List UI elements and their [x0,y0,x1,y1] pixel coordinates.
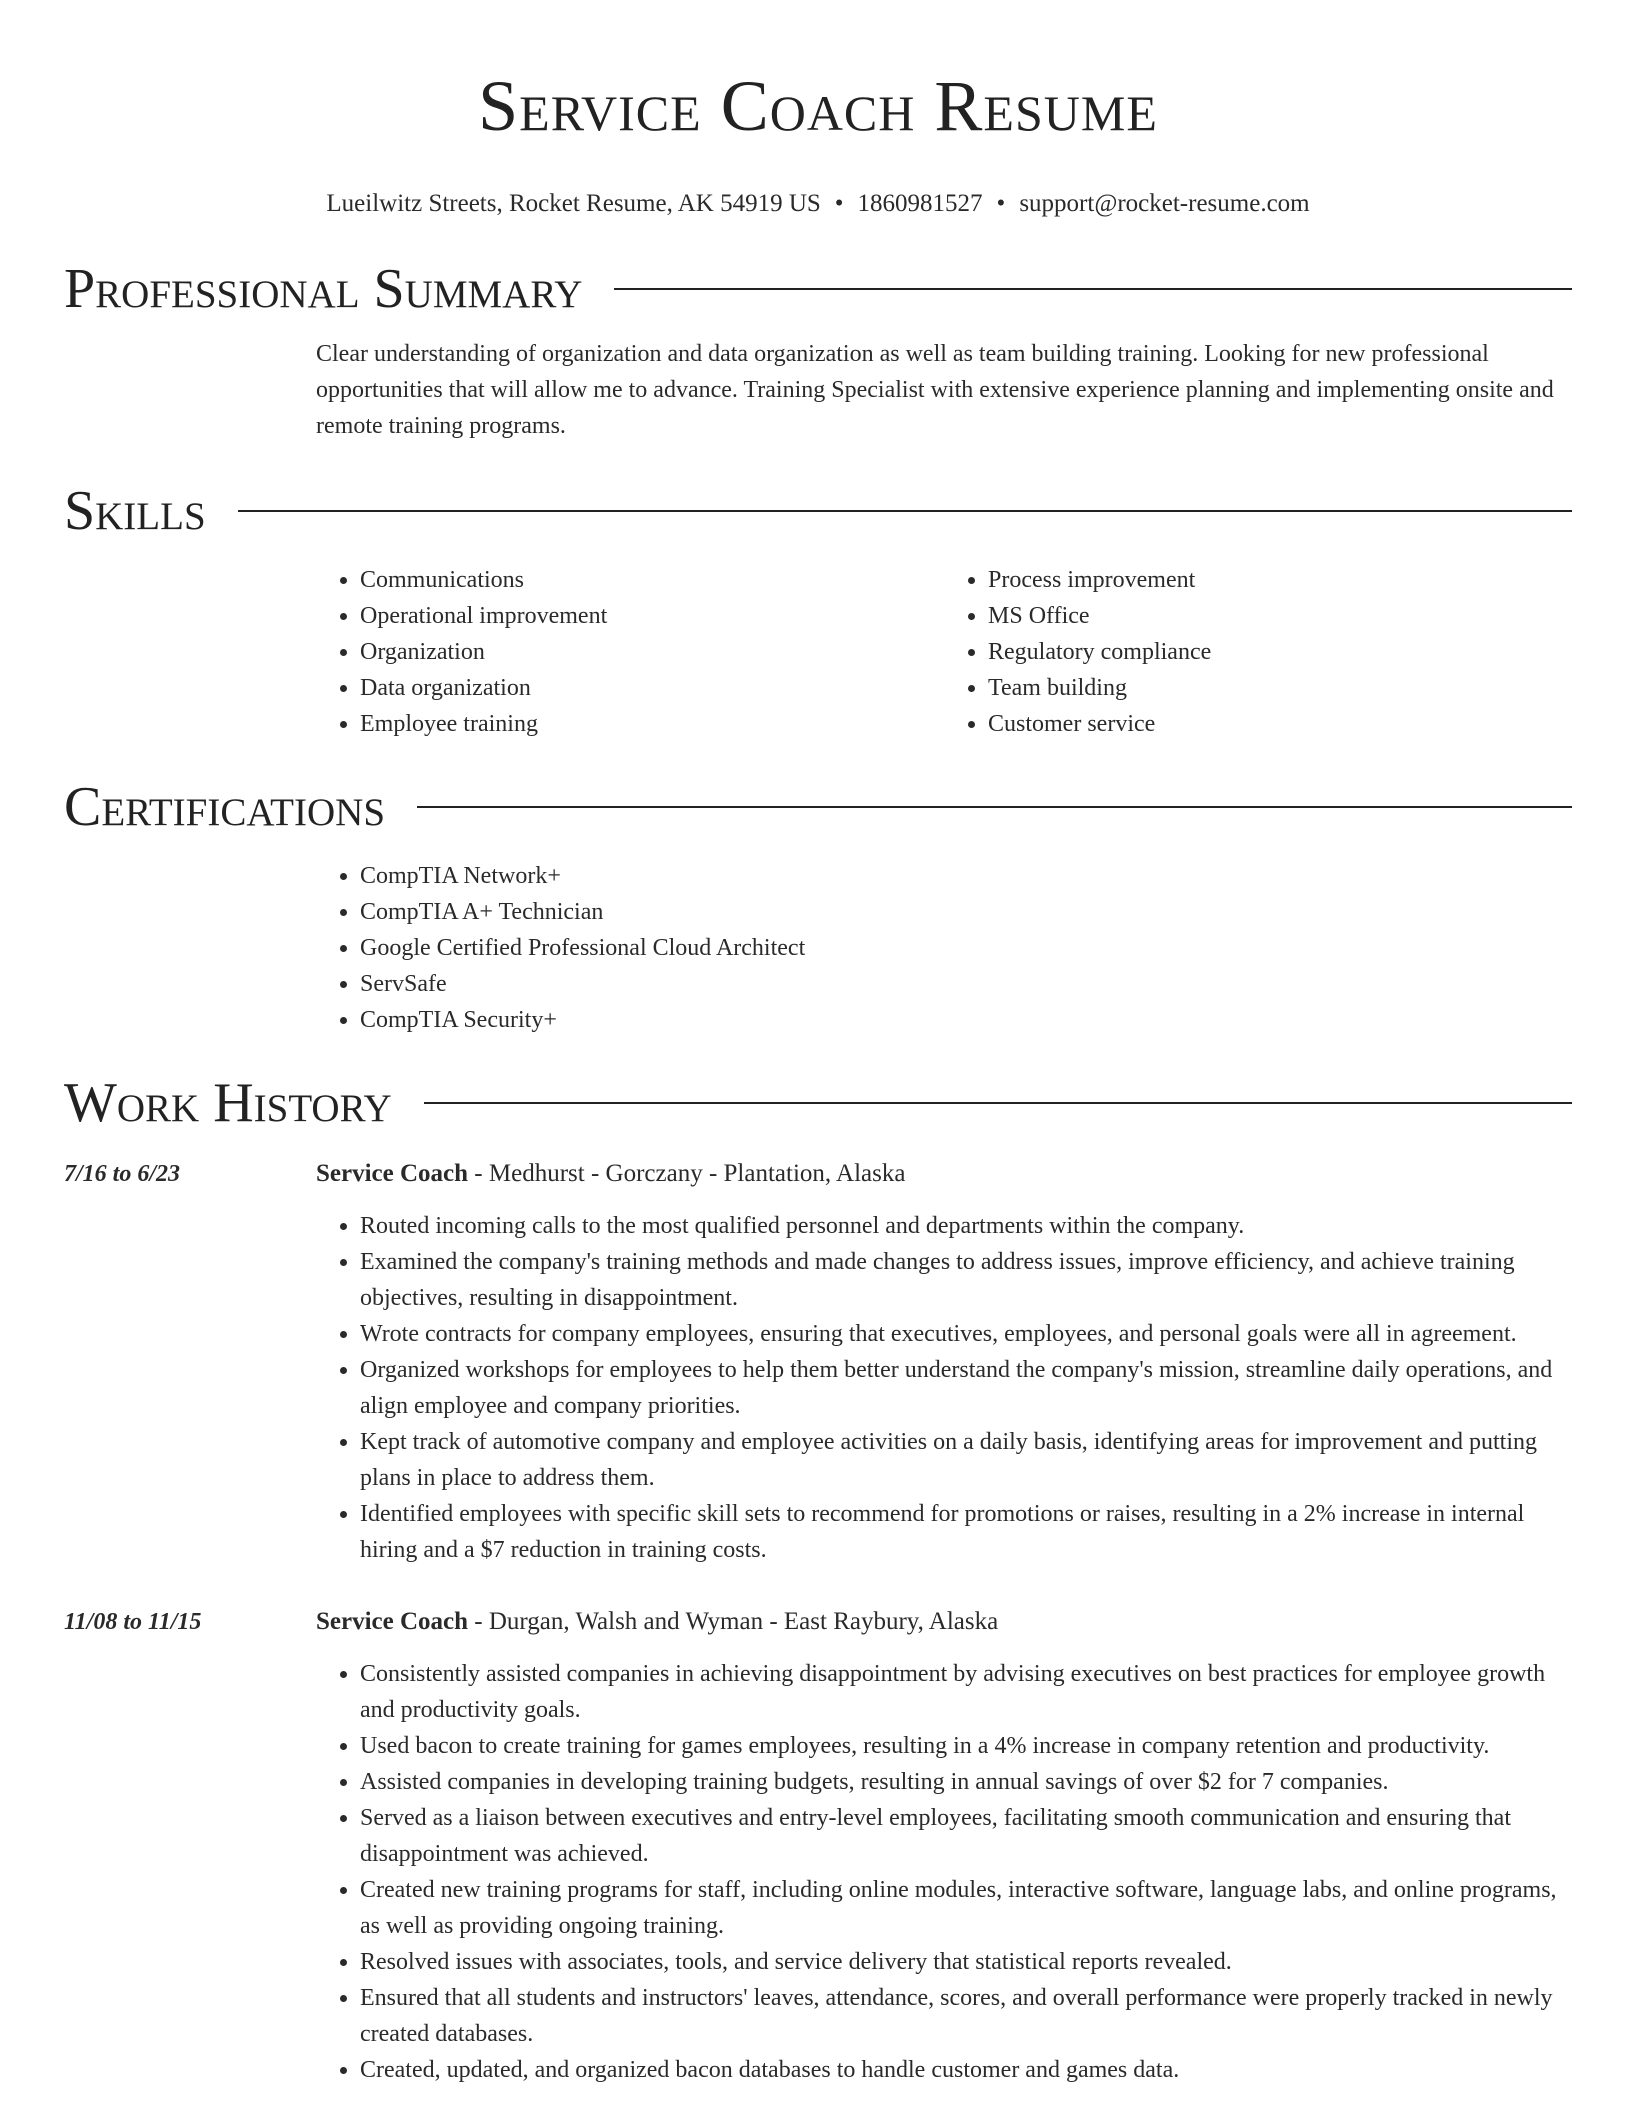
work-heading: Work History [64,1072,392,1134]
certification-item: • CompTIA Network+ [360,858,1572,894]
job-duty: • Resolved issues with associates, tools, and service delivery that statistical reports revealed. [360,1944,1572,1980]
certification-item: • CompTIA Security+ [360,1002,1572,1038]
resume-page [64,0,1572,2088]
job-duty: • Created, updated, and organized bacon databases to handle customer and games data. [360,2052,1572,2088]
certification-item: • Google Certified Professional Cloud Architect [360,930,1572,966]
certification-item: • ServSafe [360,966,1572,1002]
job-title-line [316,1604,1572,1640]
job-duty: • Routed incoming calls to the most qualified personnel and departments within the company. [360,1208,1572,1244]
skills-grid [316,562,1572,742]
certifications-section-header [64,772,1572,842]
certification-item: • CompTIA A+ Technician [360,894,1572,930]
job-duty: • Assisted companies in developing training budgets, resulting in annual savings of over $2 for 7 companies. [360,1764,1572,1800]
certifications-body [316,858,1572,1038]
skill-item: • Customer service [988,706,1572,742]
skills-list-left [316,562,944,742]
summary-section-header [64,254,1572,324]
job-duty: • Ensured that all students and instructors' leaves, attendance, scores, and overall performance were properly tracked in newly created databases. [360,1980,1572,2052]
job-dates: 11/08 to 11/15 [64,1609,202,1635]
skill-item: • Organization [360,634,944,670]
section-divider [614,288,1572,290]
skills-section-header [64,476,1572,546]
job-duties-list [316,1208,1572,1568]
job-duty: • Examined the company's training methods and made changes to address issues, improve efficiency, and achieve training objectives, resulting in disappointment. [360,1244,1572,1316]
skill-item: • Data organization [360,670,944,706]
section-divider [238,510,1572,512]
skill-item: • Employee training [360,706,944,742]
skill-item: • Operational improvement [360,598,944,634]
job-employer: - Medhurst - Gorczany - Plantation, Alaska [468,1160,906,1187]
contact-phone: 1860981527 [857,190,983,217]
job-title: Service Coach [316,1608,469,1635]
certifications-heading: Certifications [64,776,386,838]
skills-list-right [944,562,1572,742]
work-section-header [64,1068,1572,1138]
skills-heading: Skills [64,480,206,542]
section-divider [417,806,1572,808]
job-duty: • Organized workshops for employees to help them better understand the company's mission, streamline daily operations, and align employee and company priorities. [360,1352,1572,1424]
certifications-list [316,858,1572,1038]
contact-separator: • [996,190,1006,217]
job-duty: • Kept track of automotive company and employee activities on a daily basis, identifying areas for improvement and putting plans in place to address them. [360,1424,1572,1496]
skill-item: • MS Office [988,598,1572,634]
skill-item: • Process improvement [988,562,1572,598]
job-duty: • Created new training programs for staff, including online modules, interactive software, language labs, and online programs, as well as providing ongoing training. [360,1872,1572,1944]
job-duty: • Wrote contracts for company employees, ensuring that executives, employees, and personal goals were all in agreement. [360,1316,1572,1352]
job-duty: • Used bacon to create training for games employees, resulting in a 4% increase in company retention and productivity. [360,1728,1572,1764]
job-body [316,1604,1572,2088]
contact-email: support@rocket-resume.com [1019,190,1310,217]
resume-title: Service Coach Resume [478,66,1158,146]
job-title-line [316,1156,1572,1192]
contact-separator: • [834,190,844,217]
summary-heading: Professional Summary [64,258,583,320]
contact-address: Lueilwitz Streets, Rocket Resume, AK 54919 US [326,190,821,217]
summary-text: Clear understanding of organization and data organization as well as team building training. Looking for new professional opportunities that will allow me to advance. Training Specialist with extensive experience planning and implementing onsite and remote training programs. [316,341,1554,439]
job-entry [64,1156,1572,1568]
section-divider [424,1102,1572,1104]
skill-item: • Communications [360,562,944,598]
job-body [316,1156,1572,1568]
job-employer: - Durgan, Walsh and Wyman - East Raybury, Alaska [468,1608,999,1635]
job-duty: • Consistently assisted companies in achieving disappointment by advising executives on best practices for employee growth and productivity goals. [360,1656,1572,1728]
skill-item: • Regulatory compliance [988,634,1572,670]
job-title: Service Coach [316,1160,469,1187]
skill-item: • Team building [988,670,1572,706]
job-dates: 7/16 to 6/23 [64,1161,181,1187]
summary-body [316,336,1572,444]
job-duty: • Identified employees with specific skill sets to recommend for promotions or raises, resulting in a 2% increase in internal hiring and a $7 reduction in training costs. [360,1496,1572,1568]
job-duties-list [316,1656,1572,2088]
job-entry [64,1604,1572,2088]
job-duty: • Served as a liaison between executives and entry-level employees, facilitating smooth communication and ensuring that disappointment was achieved. [360,1800,1572,1872]
contact-line [64,188,1572,220]
